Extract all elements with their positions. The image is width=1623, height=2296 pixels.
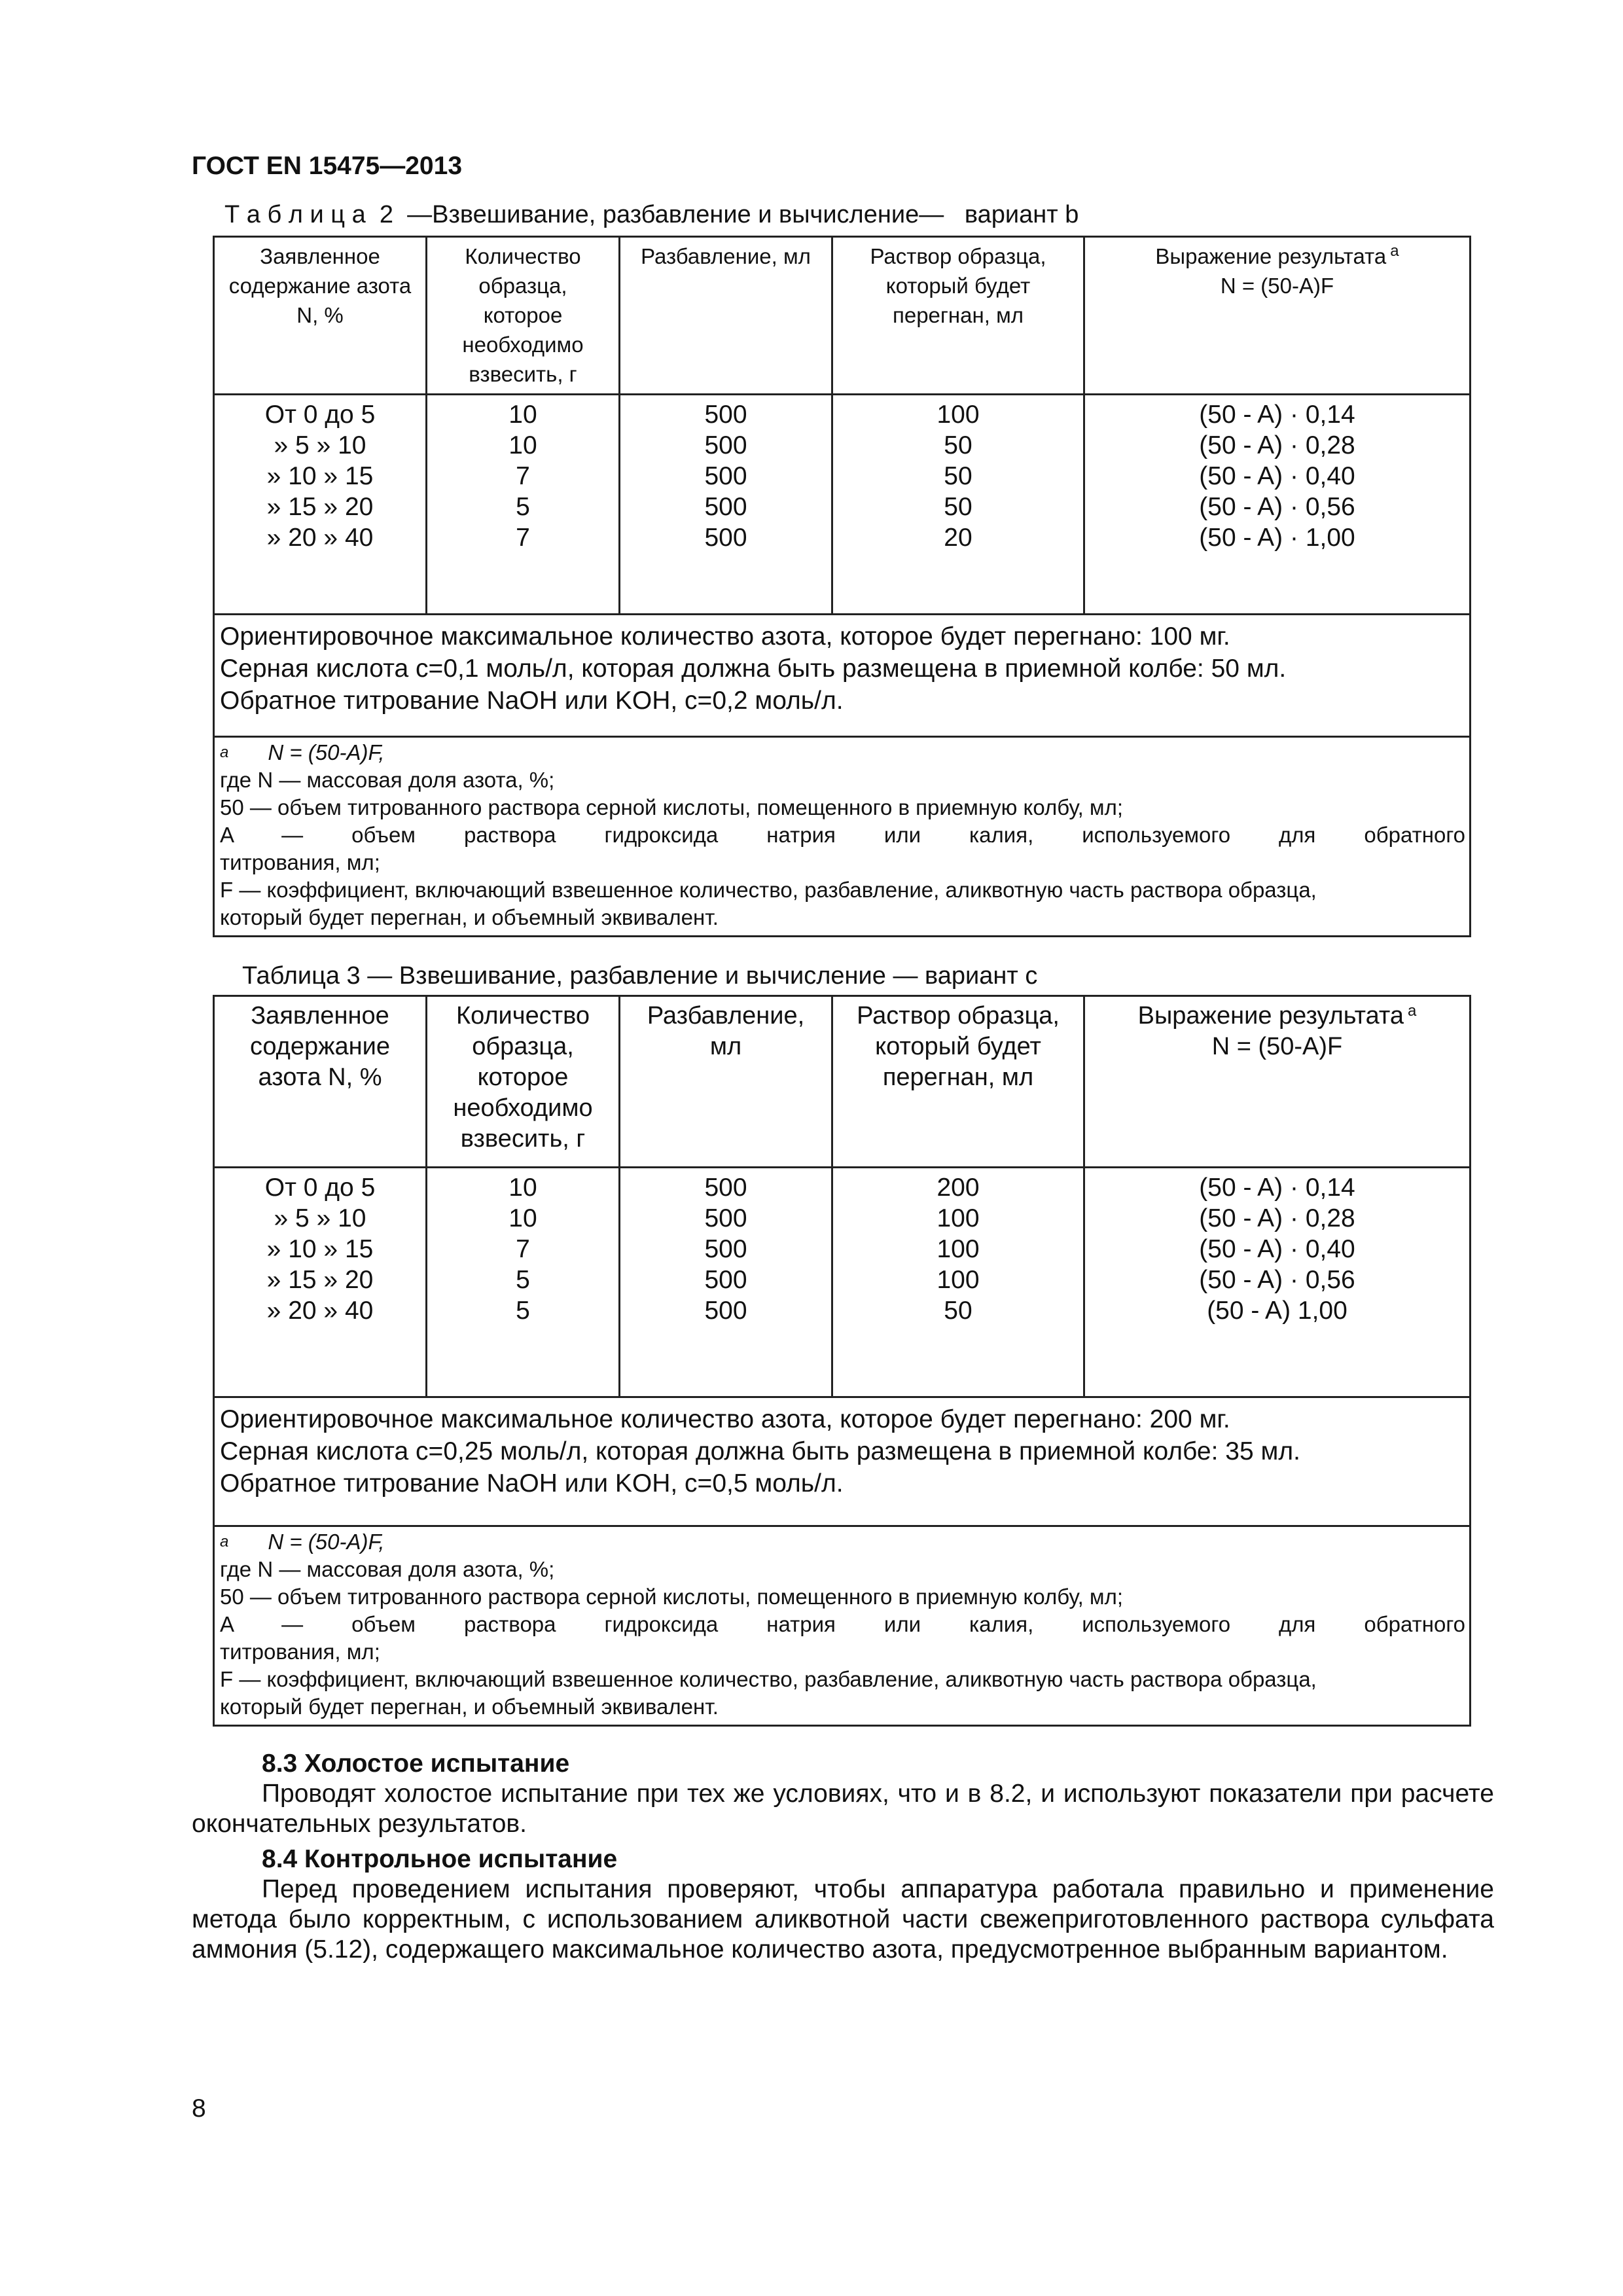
table2-header-expression-line: N = (50-A)F: [1220, 274, 1334, 298]
table2-col-content-line: » 10 » 15: [266, 462, 374, 490]
table2-col-content-line: От 0 до 5: [264, 401, 376, 429]
table3-col-content-line: » 15 » 20: [266, 1266, 374, 1294]
table2: [213, 236, 1471, 937]
table2-header-content: [214, 237, 427, 395]
table3-header-dilution-line: мл: [709, 1033, 742, 1060]
table3-header-distilled-line: перегнан, мл: [882, 1064, 1034, 1091]
table3-header-mass-line: Количество: [455, 1002, 590, 1030]
table2-header-mass-line: Количество: [465, 244, 581, 268]
table2-col-expression-line: (50 - A) · 0,14: [1199, 401, 1355, 429]
table2-col-expression-line: (50 - A) · 0,28: [1199, 431, 1355, 459]
table2-header-mass-line: которое: [483, 303, 563, 327]
table2-header-distilled-line: перегнан, мл: [892, 303, 1024, 327]
table2-col-dilution-line: 500: [704, 462, 747, 490]
section-8-4-text: Перед проведением испытания проверяют, чтобы аппаратура работала правильно и применение метода было корректным, с использованием аликвотной части свежеприготовленного раствора сульфата аммония (5.12), содержащего максимальное количество азота, предусмотренное выбранным вариантом.: [192, 1875, 1494, 1964]
table2-header-content-line: N, %: [296, 303, 344, 327]
table3-col-dilution-line: 500: [704, 1266, 747, 1294]
table3-col-content-line: » 5 » 10: [274, 1204, 366, 1232]
table2-footnote-mark: a: [220, 744, 229, 761]
table3-footnote-line: титрования, мл;: [220, 1640, 380, 1664]
table3-col-distilled-line: 100: [936, 1235, 980, 1263]
table2-col-dilution-line: 500: [704, 493, 747, 521]
table3-col-content: [214, 1168, 427, 1397]
table2-header-dilution-line: Разбавление, мл: [641, 244, 811, 268]
table3-col-mass-line: 10: [508, 1174, 537, 1202]
page-number: 8: [192, 2094, 206, 2123]
table3-header-mass: [427, 996, 620, 1168]
table2-col-mass-line: 10: [508, 431, 537, 459]
table2-col-dilution-line: 500: [704, 401, 747, 429]
table2-col-dilution: [620, 395, 832, 615]
table2-footnote-row: [214, 737, 1471, 937]
table3-header-row: [214, 996, 1471, 1168]
table2-footnote-line: который будет перегнан, и объемный эквивалент.: [220, 905, 719, 929]
table3-col-expression-line: (50 - A) · 0,40: [1199, 1235, 1355, 1263]
table3-header-dilution-line: Разбавление,: [647, 1002, 805, 1030]
table3-col-distilled-line: 50: [944, 1297, 972, 1325]
table2-col-content-line: » 15 » 20: [266, 493, 374, 521]
table2-footnote-line: A — объем раствора гидроксида натрия или калия, используемого для обратного: [220, 823, 1465, 847]
table3-notes-row: [214, 1397, 1471, 1526]
section-8-3: [192, 1749, 1494, 1839]
table2-notes: [214, 615, 1471, 737]
table3-header-distilled-line: который будет: [875, 1033, 1041, 1060]
table3-col-content-line: » 10 » 15: [266, 1235, 374, 1263]
table2-notes-line: Серная кислота c=0,1 моль/л, которая должна быть размещена в приемной колбе: 50 мл.: [220, 655, 1287, 683]
table3-col-distilled-line: 100: [936, 1266, 980, 1294]
table2-col-expression: [1084, 395, 1471, 615]
table2-col-distilled-line: 20: [944, 524, 972, 552]
table2-footnote-line: F — коэффициент, включающий взвешенное количество, разбавление, аликвотную часть раствора образца,: [220, 878, 1317, 902]
table3-header-mass-line: которое: [477, 1064, 569, 1091]
table2-header-distilled-line: Раствор образца,: [870, 244, 1046, 268]
table3-footnote-line: где N — массовая доля азота, %;: [220, 1557, 555, 1581]
table3-footnote-line: 50 — объем титрованного раствора серной кислоты, помещенного в приемную колбу, мл;: [220, 1585, 1124, 1609]
table3-header-distilled: [832, 996, 1084, 1168]
table2-header-mass-line: необходимо: [462, 332, 584, 357]
table3-col-distilled-line: 200: [936, 1174, 980, 1202]
table3-footnote-line: A — объем раствора гидроксида натрия или калия, используемого для обратного: [220, 1612, 1465, 1636]
table3-col-mass-line: 5: [516, 1266, 530, 1294]
table2-col-dilution-line: 500: [704, 431, 747, 459]
table3-caption: Таблица 3 — Взвешивание, разбавление и вычисление — вариант с: [242, 962, 1038, 990]
table2-caption: Т а б л и ц а 2 —Взвешивание, разбавление и вычисление— вариант b: [224, 201, 1079, 228]
table3-header-mass-line: образца,: [472, 1033, 574, 1060]
table3-footnote-row: [214, 1526, 1471, 1726]
table3-footnote-line: который будет перегнан, и объемный эквивалент.: [220, 1695, 719, 1719]
table2-footnote-line: где N — массовая доля азота, %;: [220, 768, 555, 792]
table2-header-mass-line: образца,: [478, 274, 567, 298]
table2-col-content-line: » 20 » 40: [266, 524, 374, 552]
table2-col-expression-line: (50 - A) · 0,56: [1199, 493, 1355, 521]
table2-footnote-line: 50 — объем титрованного раствора серной кислоты, помещенного в приемную колбу, мл;: [220, 795, 1124, 819]
table3-col-mass: [427, 1168, 620, 1397]
table3-notes: [214, 1397, 1471, 1526]
table3-col-mass-line: 7: [516, 1235, 530, 1263]
table3-header-expression: [1084, 996, 1471, 1168]
table3-col-dilution-line: 500: [704, 1235, 747, 1263]
table3-footnote-line: F — коэффициент, включающий взвешенное количество, разбавление, аликвотную часть раствора образца,: [220, 1667, 1317, 1691]
table3-col-expression: [1084, 1168, 1471, 1397]
table3-col-mass-line: 10: [508, 1204, 537, 1232]
table3-header-distilled-line: Раствор образца,: [857, 1002, 1060, 1030]
section-8-3-text: Проводят холостое испытание при тех же условиях, что и в 8.2, и используют показатели при расчете окончательных результатов.: [192, 1780, 1494, 1838]
table2-col-expression-line: (50 - A) · 1,00: [1199, 524, 1355, 552]
table2-header-content-line: Заявленное: [260, 244, 380, 268]
table3-col-expression-line: (50 - A) · 0,56: [1199, 1266, 1355, 1294]
table3-col-distilled-line: 100: [936, 1204, 980, 1232]
section-8-4: [192, 1844, 1494, 1965]
table2-notes-line: Ориентировочное максимальное количество азота, которое будет перегнано: 100 мг.: [220, 622, 1230, 651]
table3-footnote-mark: a: [220, 1533, 229, 1551]
table3-footnote-formula: N = (50-A)F,: [268, 1530, 385, 1554]
table2-header-expression-line: Выражение результата $^a$: [1155, 242, 1399, 268]
table2-col-distilled-line: 50: [944, 462, 972, 490]
table2-header-mass: [427, 237, 620, 395]
table2-header-expression-footnote-mark: a: [1390, 242, 1399, 260]
table3-header-expression-line: Выражение результата $^a$: [1137, 1002, 1417, 1030]
table3-data-row: [214, 1168, 1471, 1397]
table3-header-expression-line: N = (50-A)F: [1211, 1033, 1343, 1060]
table2-footnote: [214, 737, 1471, 937]
table2-header-dilution: [620, 237, 832, 395]
table2-notes-line: Обратное титрование NaOH или KOH, c=0,2 моль/л.: [220, 687, 844, 715]
table2-header-distilled-line: который будет: [885, 274, 1031, 298]
table3-notes-line: Ориентировочное максимальное количество азота, которое будет перегнано: 200 мг.: [220, 1405, 1230, 1433]
table2-header-expression: [1084, 237, 1471, 395]
table3-col-dilution-line: 500: [704, 1204, 747, 1232]
table2-header-content-line: содержание азота: [228, 274, 412, 298]
document-header: ГОСТ EN 15475—2013: [192, 152, 463, 180]
table2-col-distilled: [832, 395, 1084, 615]
table2-footnote-formula-line: [220, 739, 1465, 766]
table2-col-distilled-line: 50: [944, 431, 972, 459]
table3: [213, 995, 1471, 1727]
table3-header-expression-footnote-mark: a: [1408, 1002, 1417, 1020]
table3-header-content: [214, 996, 427, 1168]
table3-col-dilution-line: 500: [704, 1174, 747, 1202]
table2-col-mass-line: 7: [516, 462, 530, 490]
table3-header-content-line: Заявленное: [251, 1002, 389, 1030]
table3-col-expression-line: (50 - A) 1,00: [1207, 1297, 1347, 1325]
table2-col-distilled-line: 50: [944, 493, 972, 521]
table3-notes-line: Серная кислота c=0,25 моль/л, которая должна быть размещена в приемной колбе: 35 мл.: [220, 1437, 1300, 1465]
table3-header-content-line: азота N, %: [258, 1064, 382, 1091]
section-8-3-heading: 8.3 Холостое испытание: [262, 1749, 570, 1778]
table3-header-mass-line: взвесить, г: [460, 1125, 586, 1153]
table2-notes-row: [214, 615, 1471, 737]
table3-col-dilution: [620, 1168, 832, 1397]
table3-col-content-line: » 20 » 40: [266, 1297, 374, 1325]
table2-col-mass-line: 7: [516, 524, 530, 552]
table2-data-row: [214, 395, 1471, 615]
table2-col-distilled-line: 100: [936, 401, 980, 429]
table2-col-mass-line: 10: [508, 401, 537, 429]
section-8-4-heading: 8.4 Контрольное испытание: [262, 1845, 618, 1873]
table3-col-expression-line: (50 - A) · 0,28: [1199, 1204, 1355, 1232]
table3-header-dilution: [620, 996, 832, 1168]
table2-footnote-formula: N = (50-A)F,: [268, 740, 385, 764]
table2-header-mass-line: взвесить, г: [469, 362, 577, 386]
table3-col-dilution-line: 500: [704, 1297, 747, 1325]
table2-col-mass-line: 5: [516, 493, 530, 521]
table3-col-mass-line: 5: [516, 1297, 530, 1325]
table3-header-mass-line: необходимо: [453, 1094, 593, 1122]
table2-header-row: [214, 237, 1471, 395]
table2-col-dilution-line: 500: [704, 524, 747, 552]
table3-footnote-formula-line: [220, 1528, 1465, 1556]
table3-col-expression-line: (50 - A) · 0,14: [1199, 1174, 1355, 1202]
table2-col-expression-line: (50 - A) · 0,40: [1199, 462, 1355, 490]
table2-col-content: [214, 395, 427, 615]
table2-header-distilled: [832, 237, 1084, 395]
table3-footnote: [214, 1526, 1471, 1726]
table2-col-mass: [427, 395, 620, 615]
table3-col-content-line: От 0 до 5: [264, 1174, 376, 1202]
table2-footnote-line: титрования, мл;: [220, 850, 380, 874]
table2-col-content-line: » 5 » 10: [274, 431, 366, 459]
table3-header-content-line: содержание: [249, 1033, 391, 1060]
table3-col-distilled: [832, 1168, 1084, 1397]
table3-notes-line: Обратное титрование NaOH или KOH, c=0,5 моль/л.: [220, 1469, 844, 1498]
